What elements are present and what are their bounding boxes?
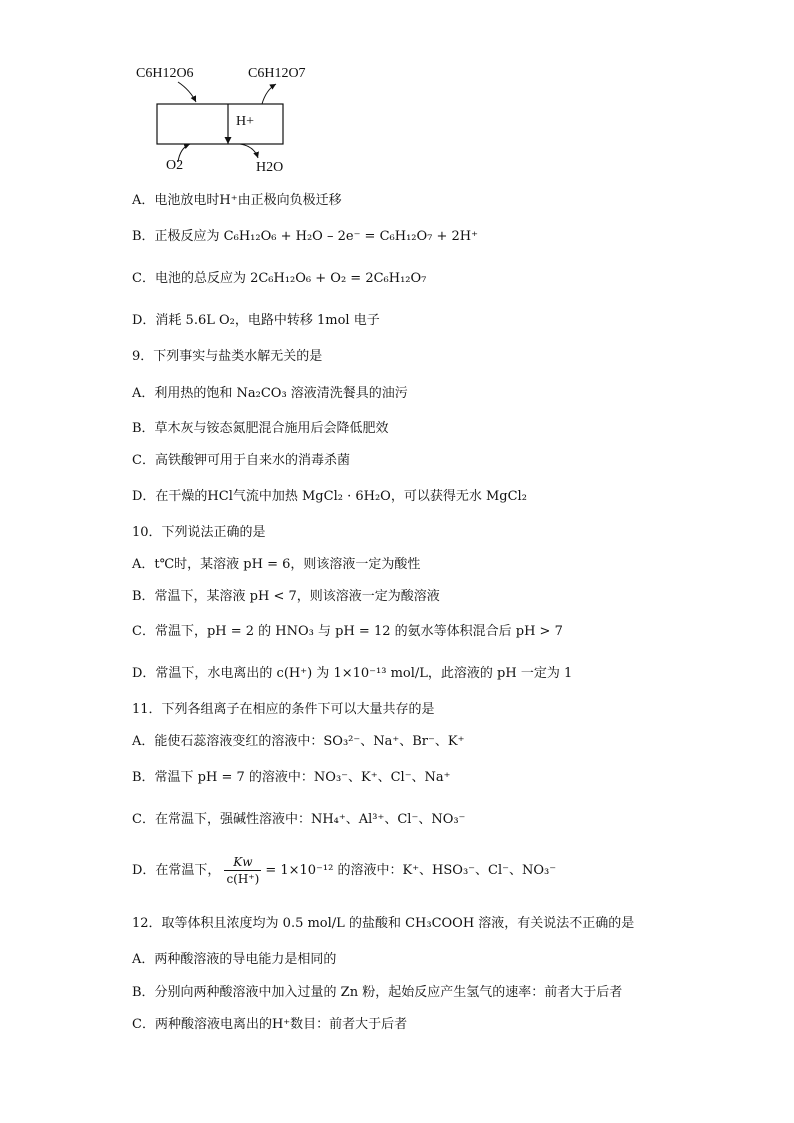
q10-option-d: D．常温下，水电离出的 c(H⁺) 为 1×10⁻¹³ mol/L，此溶液的 pH 一定为 1 (132, 666, 573, 681)
label-water: H2O (256, 160, 284, 175)
kw-fraction-denominator: c(H⁺) (226, 872, 260, 886)
q12-stem: 12．取等体积且浓度均为 0.5 mol/L 的盐酸和 CH₃COOH 溶液，有关说法不正确的是 (132, 916, 635, 931)
cell-box (157, 104, 283, 144)
q11-option-b: B．常温下 pH = 7 的溶液中：NO₃⁻、K⁺、Cl⁻、Na⁺ (132, 770, 451, 785)
q9-stem: 9．下列事实与盐类水解无关的是 (132, 349, 323, 364)
q9-option-d: D．在干燥的HCl气流中加热 MgCl₂ · 6H₂O，可以获得无水 MgCl₂ (132, 489, 527, 504)
q9-option-a: A．利用热的饱和 Na₂CO₃ 溶液清洗餐具的油污 (132, 386, 408, 401)
q8-option-a: A．电池放电时H⁺由正极向负极迁移 (132, 193, 342, 208)
cell-diagram (130, 62, 330, 182)
label-gluconic-acid: C6H12O7 (248, 66, 306, 81)
label-glucose: C6H12O6 (136, 66, 194, 81)
arrow-h2o-out (240, 144, 258, 158)
q8-option-d: D．消耗 5.6L O₂，电路中转移 1mol 电子 (132, 313, 380, 328)
q11-option-d (132, 852, 556, 890)
q12-option-c: C．两种酸溶液电离出的H⁺数目：前者大于后者 (132, 1017, 408, 1032)
q10-stem: 10．下列说法正确的是 (132, 525, 266, 540)
q8-option-c: C．电池的总反应为 2C₆H₁₂O₆ + O₂ = 2C₆H₁₂O₇ (132, 271, 427, 286)
label-oxygen: O2 (166, 158, 184, 173)
q11-option-d-suffix: = 1×10⁻¹² 的溶液中：K⁺、HSO₃⁻、Cl⁻、NO₃⁻ (265, 863, 557, 878)
q10-option-a: A．t℃时，某溶液 pH = 6，则该溶液一定为酸性 (132, 557, 421, 572)
q12-option-a: A．两种酸溶液的导电能力是相同的 (132, 952, 337, 967)
arrow-glucose-in (178, 82, 196, 102)
q10-option-c: C．常温下，pH = 2 的 HNO₃ 与 pH = 12 的氨水等体积混合后 pH > 7 (132, 624, 563, 639)
q11-option-d-prefix: D．在常温下， (132, 863, 221, 878)
q8-option-b: B．正极反应为 C₆H₁₂O₆ + H₂O – 2e⁻ = C₆H₁₂O₇ + 2H⁺ (132, 229, 478, 244)
q11-option-a: A．能使石蕊溶液变红的溶液中：SO₃²⁻、Na⁺、Br⁻、K⁺ (132, 734, 465, 749)
q9-option-c: C．高铁酸钾可用于自来水的消毒杀菌 (132, 453, 350, 468)
q11-stem: 11．下列各组离子在相应的条件下可以大量共存的是 (132, 702, 435, 717)
kw-fraction-numerator: Kw (224, 854, 261, 871)
q12-option-b: B．分别向两种酸溶液中加入过量的 Zn 粉，起始反应产生氢气的速率：前者大于后者 (132, 985, 623, 1000)
q11-option-c: C．在常温下，强碱性溶液中：NH₄⁺、Al³⁺、Cl⁻、NO₃⁻ (132, 812, 466, 827)
arrow-gluconic-out (262, 84, 276, 104)
q9-option-b: B．草木灰与铵态氮肥混合施用后会降低肥效 (132, 421, 389, 436)
kw-fraction (224, 854, 261, 887)
q10-option-b: B．常温下，某溶液 pH < 7，则该溶液一定为酸溶液 (132, 589, 440, 604)
label-h-plus: H+ (236, 114, 255, 129)
